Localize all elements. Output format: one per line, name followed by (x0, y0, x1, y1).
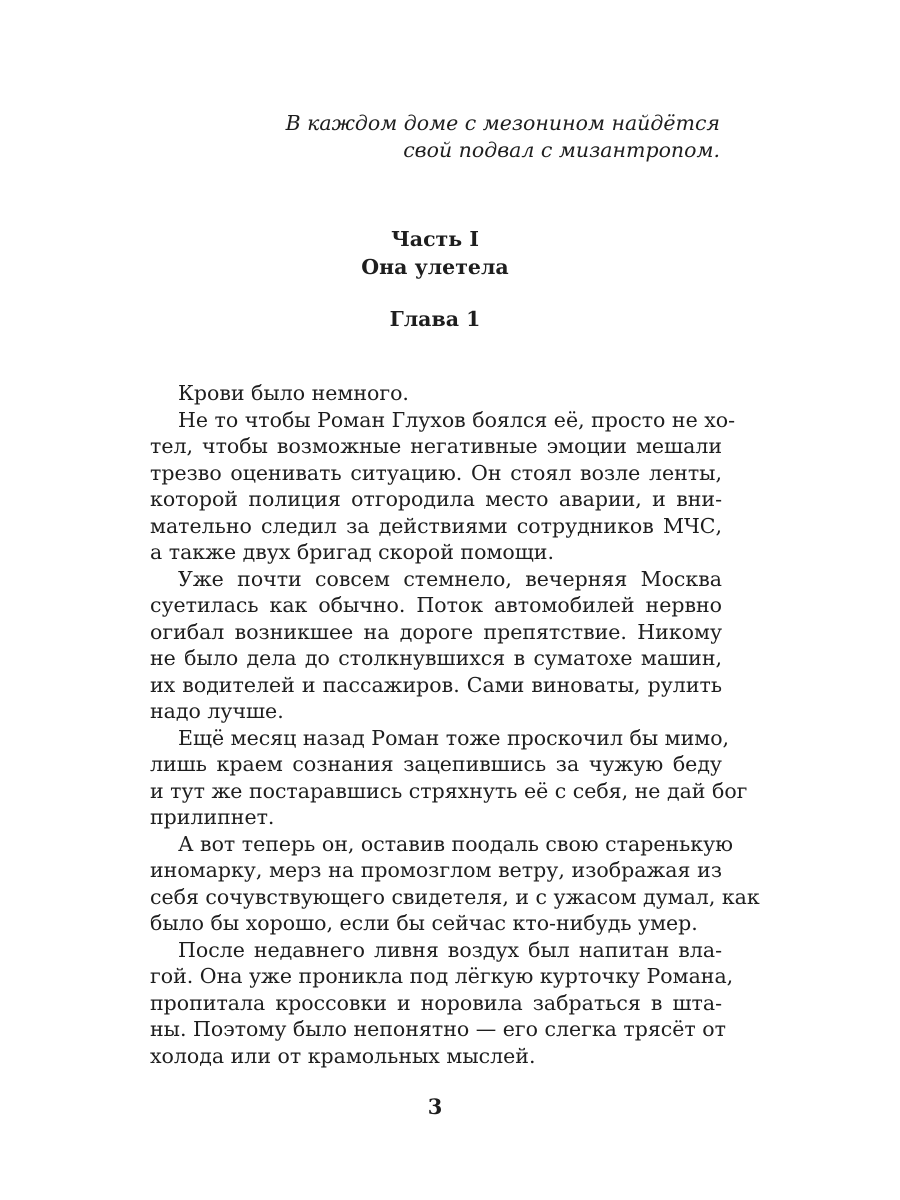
chapter-body (150, 380, 760, 1069)
text-line: ны. Поэтому было непонятно — его слегка трясёт от (150, 1017, 726, 1041)
text-line: Ещё месяц назад Роман тоже проскочил бы мимо, (178, 725, 730, 750)
page-number: 3 (427, 1094, 443, 1119)
text-line: их водителей и пассажиров. Сами виноваты, рулить (150, 672, 722, 697)
text-line: мательно следил за действиями сотрудников МЧС, (150, 513, 722, 538)
text-line: пропитала кроссовки и норовила забраться в шта- (150, 990, 722, 1015)
text-line: огибал возникшее на дороге препятствие. Никому (150, 619, 722, 644)
part-title: Часть I (391, 227, 479, 251)
text-line: было бы хорошо, если бы сейчас кто-нибудь умер. (150, 911, 698, 935)
text-line: а также двух бригад скорой помощи. (150, 540, 554, 564)
epigraph-line: свой подвал с мизантропом. (403, 138, 720, 162)
text-line: Не то чтобы Роман Глухов боялся её, просто не хо- (178, 407, 736, 432)
text-line: трезво оценивать ситуацию. Он стоял возле ленты, (150, 460, 722, 485)
text-line: и тут же постаравшись стряхнуть её с себя, не дай бог (150, 778, 748, 803)
text-line: не было дела до столкнувшихся в суматохе машин, (150, 646, 722, 670)
text-line: себя сочувствующего свидетеля, и с ужасом думал, как (150, 884, 760, 909)
text-line: тел, чтобы возможные негативные эмоции мешали (150, 434, 722, 458)
text-line: После недавнего ливня воздух был напитан вла- (178, 937, 722, 962)
chapter-title: Глава 1 (389, 307, 481, 331)
text-line: лишь краем сознания зацепившись за чужую беду (150, 752, 722, 776)
epigraph (286, 110, 720, 164)
epigraph-line: В каждом доме с мезонином найдётся (285, 111, 720, 135)
text-line: которой полиция отгородила место аварии, и вни- (150, 487, 722, 511)
text-line: иномарку, мерз на промозглом ветру, изображая из (150, 858, 722, 882)
text-line: прилипнет. (150, 805, 275, 829)
part-name: Она улетела (361, 255, 509, 279)
text-line: А вот теперь он, оставив поодаль свою старенькую (178, 831, 734, 856)
text-line: суетилась как обычно. Поток автомобилей нервно (150, 593, 722, 617)
text-line: холода или от крамольных мыслей. (150, 1043, 536, 1068)
text-line: надо лучше. (150, 699, 284, 723)
text-line: Крови было немного. (178, 381, 409, 405)
text-line: Уже почти совсем стемнело, вечерняя Москва (178, 566, 722, 591)
text-line: гой. Она уже проникла под лёгкую курточку Романа, (150, 964, 734, 988)
